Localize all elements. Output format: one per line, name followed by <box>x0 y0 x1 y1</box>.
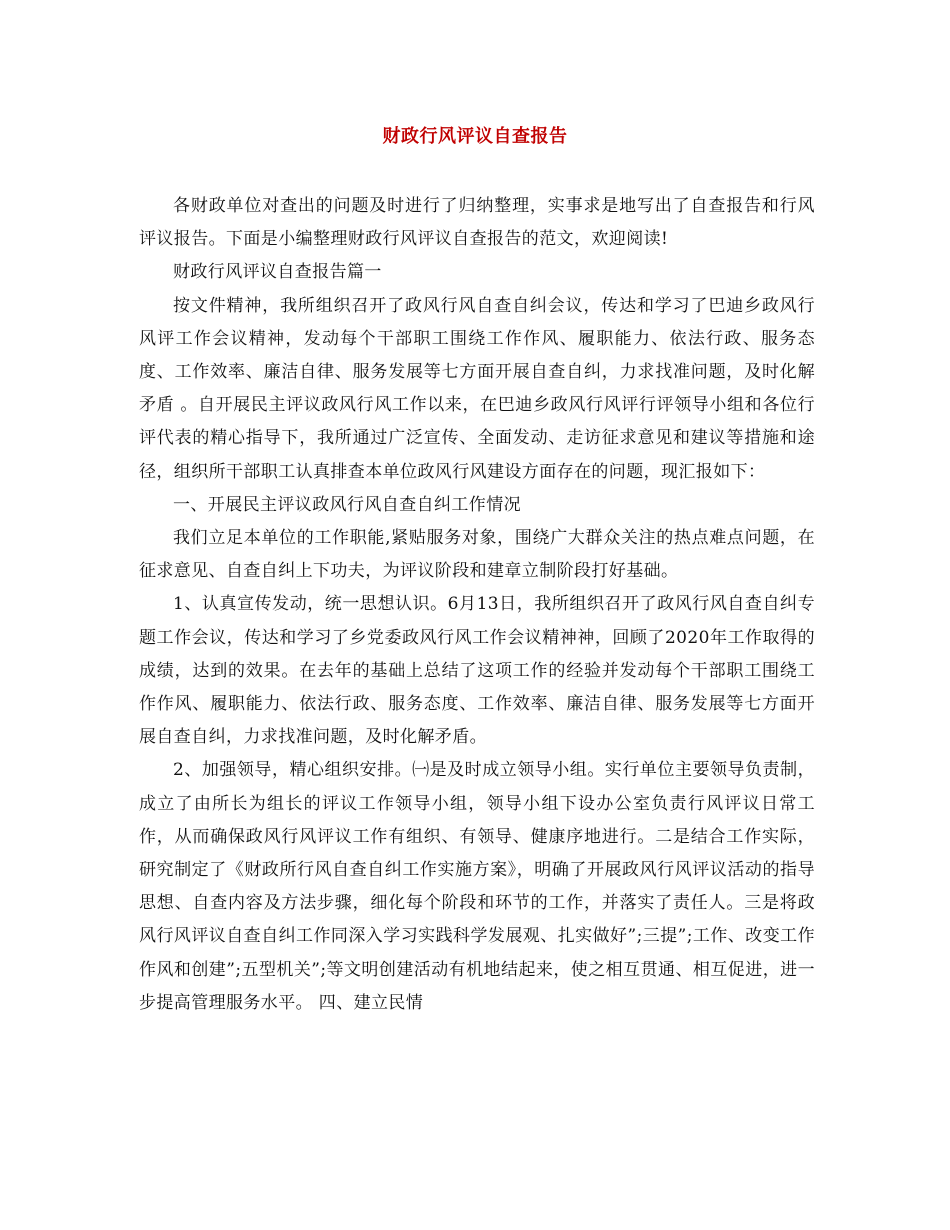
body-paragraph: 2、加强领导，精心组织安排。㈠是及时成立领导小组。实行单位主要领导负责制，成立了由所长为组长的评议工作领导小组，领导小组下设办公室负责行风评议日常工作，从而确保政风行风评议工作有组织、有领导、健康序地进行。二是结合工作实际，研究制定了《财政所行风自查自纠工作实施方案》，明确了开展政风行风评议活动的指导思想、自查内容及方法步骤，细化每个阶段和环节的工作，并落实了责任人。三是将政风行风评议自查自纠工作同深入学习实践科学发展观、扎实做好”;三提”;工作、改变工作作风和创建”;五型机关”;等文明创建活动有机地结起来，使之相互贯通、相互促进，进一步提高管理服务水平。 四、建立民情 <box>139 760 815 1013</box>
body-paragraph: 我们立足本单位的工作职能,紧贴服务对象，围绕广大群众关注的热点难点问题，在征求意见、自查自纠上下功夫，为评议阶段和建章立制阶段打好基础。 <box>139 528 815 582</box>
body-paragraph: 按文件精神，我所组织召开了政风行风自查自纠会议，传达和学习了巴迪乡政风行风评工作会议精神，发动每个干部职工围绕工作作风、履职能力、依法行政、服务态度、工作效率、廉洁自律、服务发展等七方面开展自查自纠，力求找准问题，及时化解矛盾 。自开展民主评议政风行风工作以来，在巴迪乡政风行风评行评领导小组和各位行评代表的精心指导下，我所通过广泛宣传、全面发动、走访征求意见和建议等措施和途径，组织所干部职工认真排查本单位政风行风建设方面存在的问题，现汇报如下： <box>139 295 815 482</box>
document-body <box>139 190 815 1020</box>
intro-paragraph: 各财政单位对查出的问题及时进行了归纳整理，实事求是地写出了自查报告和行风评议报告。下面是小编整理财政行风评议自查报告的范文，欢迎阅读! <box>139 196 815 250</box>
section-heading-part-one: 财政行风评议自查报告篇一 <box>173 262 382 283</box>
document-title: 财政行风评议自查报告 <box>382 126 568 147</box>
section-heading-one: 一、开展民主评议政风行风自查自纠工作情况 <box>173 494 521 515</box>
body-paragraph: 1、认真宣传发动，统一思想认识。6月13日，我所组织召开了政风行风自查自纠专题工作会议，传达和学习了乡党委政风行风工作会议精神神，回顾了2020年工作取得的成绩，达到的效果。在去年的基础上总结了这项工作的经验并发动每个干部职工围绕工作作风、履职能力、依法行政、服务态度、工作效率、廉洁自律、服务发展等七方面开展自查自纠，力求找准问题，及时化解矛盾。 <box>139 594 815 748</box>
